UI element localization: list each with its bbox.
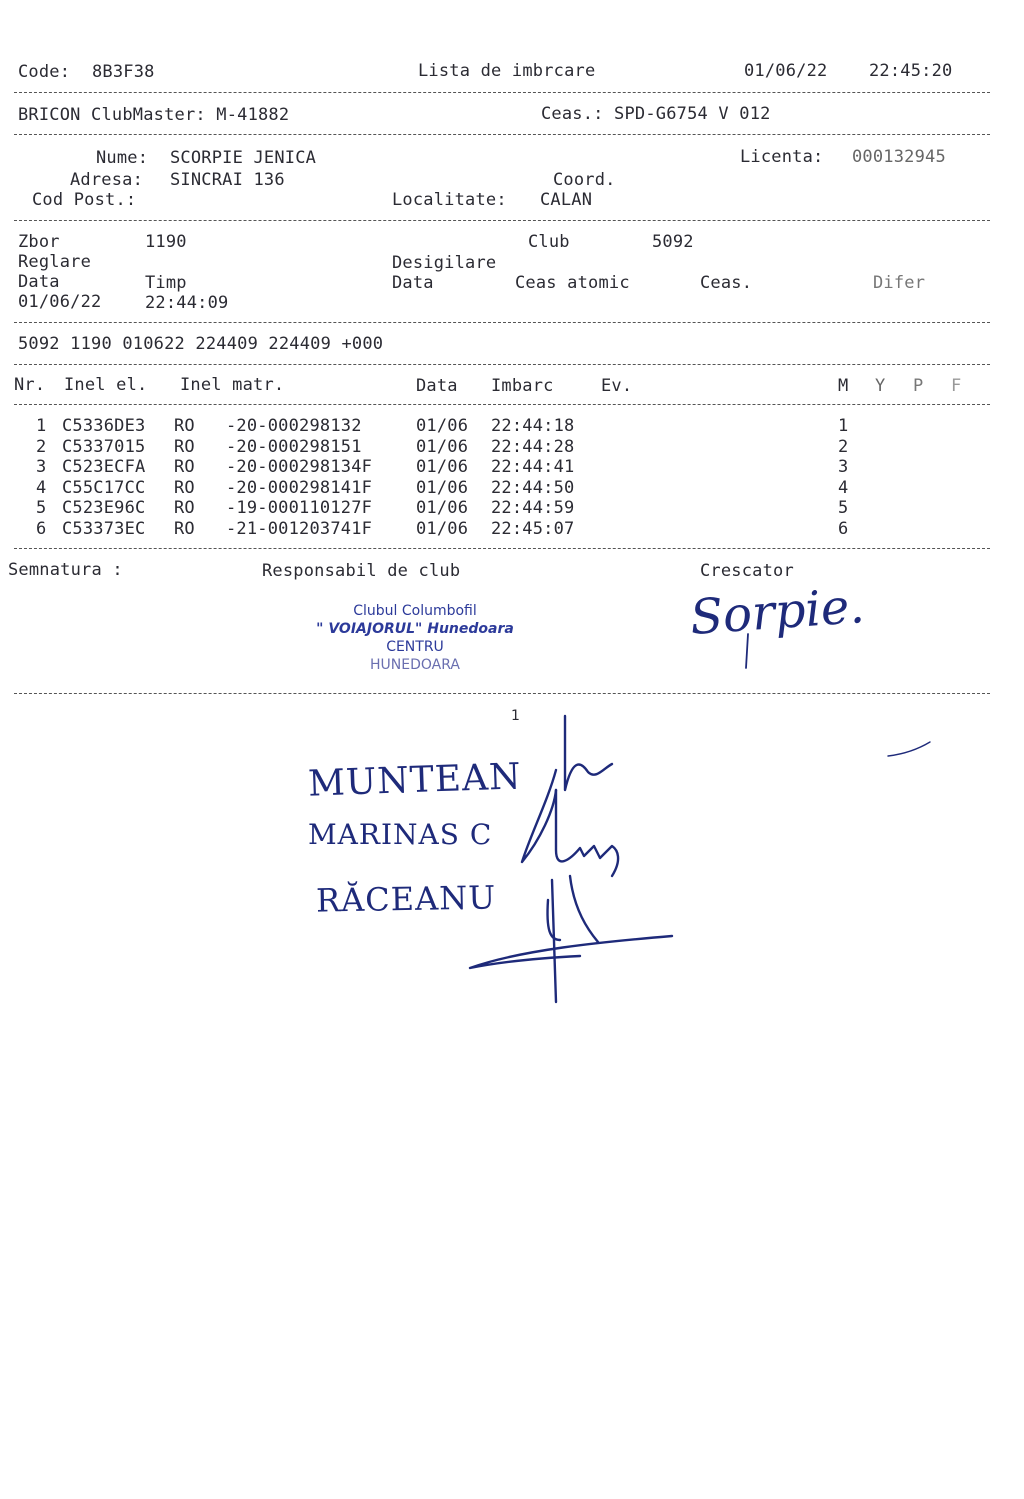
license-label: Licenta:: [740, 147, 824, 167]
handwritten-name-3: RĂCEANU: [315, 878, 497, 920]
document-title: Lista de imbrcare: [418, 61, 596, 81]
cell-country: RO: [174, 498, 195, 518]
cell-inel-matr: -20-000298132: [226, 416, 362, 436]
postal-code-label: Cod Post.:: [32, 190, 137, 210]
signature-stroke: [470, 936, 672, 968]
col-header-inel-el: Inel el.: [64, 375, 148, 395]
summary-line: 5092 1190 010622 224409 224409 +000: [18, 334, 384, 354]
signature-stroke: [522, 770, 556, 862]
locality-label: Localitate:: [392, 190, 507, 210]
stamp-line-2: " VOIAJORUL" Hunedoara: [316, 621, 514, 637]
cell-nr: 2: [36, 436, 47, 457]
cell-nr: 4: [36, 477, 47, 498]
cell-imbarc: 22:44:41: [491, 457, 575, 477]
club-label: Club: [528, 232, 570, 252]
header-time: 22:45:20: [869, 61, 953, 81]
setting-date: 01/06/22: [18, 292, 102, 312]
name-label: Nume:: [96, 148, 149, 168]
cell-nr: 5: [36, 498, 47, 518]
cell-inel-el: C523E96C: [62, 498, 146, 518]
cell-inel-el: C55C17CC: [62, 477, 146, 498]
setting-label: Reglare: [18, 252, 92, 272]
cell-data: 01/06: [416, 518, 469, 539]
setting-time: 22:44:09: [145, 293, 229, 313]
coord-label: Coord.: [553, 170, 616, 190]
cell-data: 01/06: [416, 457, 469, 477]
cell-inel-matr: -21-001203741F: [226, 518, 373, 539]
cell-country: RO: [174, 518, 195, 539]
signature-stroke: [556, 790, 618, 876]
cell-imbarc: 22:44:59: [491, 498, 575, 518]
cell-m: 3: [838, 457, 849, 477]
time-label: Timp: [145, 273, 187, 293]
code-label: Code:: [18, 62, 71, 82]
handwritten-name-1: MUNTEAN: [307, 756, 523, 805]
cell-imbarc: 22:45:07: [491, 518, 575, 539]
clock-device: Ceas.: SPD-G6754 V 012: [541, 104, 771, 124]
cell-inel-el: C5337015: [62, 436, 146, 457]
cell-inel-matr: -19-000110127F: [226, 498, 373, 518]
owner-name: SCORPIE JENICA: [170, 148, 317, 168]
flight-number: 1190: [145, 232, 187, 252]
page-number: 1: [511, 708, 521, 724]
cell-inel-el: C523ECFA: [62, 457, 146, 477]
col-header-f: F: [951, 376, 962, 396]
cell-m: 2: [838, 436, 849, 457]
bricon-device: BRICON ClubMaster: M-41882: [18, 105, 290, 125]
header-date: 01/06/22: [744, 61, 828, 81]
cell-inel-matr: -20-000298134F: [226, 457, 373, 477]
signature-label: Semnatura :: [8, 560, 123, 580]
col-header-m: M: [838, 376, 849, 396]
cell-nr: 3: [36, 457, 47, 477]
cell-country: RO: [174, 457, 195, 477]
cell-m: 6: [838, 518, 849, 539]
cell-inel-el: C5336DE3: [62, 416, 146, 436]
date-label: Data: [18, 272, 60, 292]
cell-data: 01/06: [416, 436, 469, 457]
breeder-signature: Sorpie.: [688, 577, 867, 647]
cell-country: RO: [174, 436, 195, 457]
owner-address: SINCRAI 136: [170, 170, 285, 190]
cell-data: 01/06: [416, 477, 469, 498]
signature-stroke: [570, 876, 598, 942]
flight-label: Zbor: [18, 232, 60, 252]
cell-imbarc: 22:44:28: [491, 436, 575, 457]
stamp-line-1: Clubul Columbofil: [353, 603, 477, 619]
cell-data: 01/06: [416, 416, 469, 436]
cell-nr: 6: [36, 518, 47, 539]
unseal-label: Desigilare: [392, 253, 497, 273]
cell-inel-matr: -20-000298151: [226, 436, 362, 457]
cell-m: 5: [838, 498, 849, 518]
address-label: Adresa:: [70, 170, 144, 190]
stamp-line-4: HUNEDOARA: [370, 657, 460, 673]
col-header-data: Data: [416, 376, 458, 396]
col-header-inel-matr: Inel matr.: [180, 375, 285, 395]
difference-label: Difer: [873, 273, 926, 293]
cell-inel-matr: -20-000298141F: [226, 477, 373, 498]
locality-value: CALAN: [540, 190, 593, 210]
club-number: 5092: [652, 232, 694, 252]
handwritten-name-2: MARINAS C: [308, 818, 493, 851]
atomic-clock-label: Ceas atomic: [515, 273, 630, 293]
signature-stroke: [552, 880, 556, 1002]
club-responsible-label: Responsabil de club: [262, 561, 461, 581]
stamp-line-3: CENTRU: [386, 639, 444, 655]
license-value: 000132945: [852, 147, 946, 167]
cell-imbarc: 22:44:50: [491, 477, 575, 498]
cell-inel-el: C53373EC: [62, 518, 146, 539]
cell-country: RO: [174, 416, 195, 436]
cell-nr: 1: [36, 416, 47, 436]
breeder-label: Crescator: [700, 561, 794, 581]
cell-imbarc: 22:44:18: [491, 416, 575, 436]
cell-m: 1: [838, 416, 849, 436]
code-value: 8B3F38: [92, 62, 155, 82]
clock-label: Ceas.: [700, 273, 753, 293]
cell-m: 4: [838, 477, 849, 498]
col-header-imbarc: Imbarc: [491, 376, 554, 396]
cell-data: 01/06: [416, 498, 469, 518]
col-header-nr: Nr.: [14, 375, 46, 395]
col-header-ev: Ev.: [601, 376, 633, 396]
pen-mark: [888, 742, 930, 756]
col-header-p: P: [913, 376, 924, 396]
signature-stroke: [746, 634, 748, 668]
cell-country: RO: [174, 477, 195, 498]
signature-stroke: [565, 716, 612, 790]
unseal-date-label: Data: [392, 273, 434, 293]
col-header-y: Y: [875, 376, 886, 396]
